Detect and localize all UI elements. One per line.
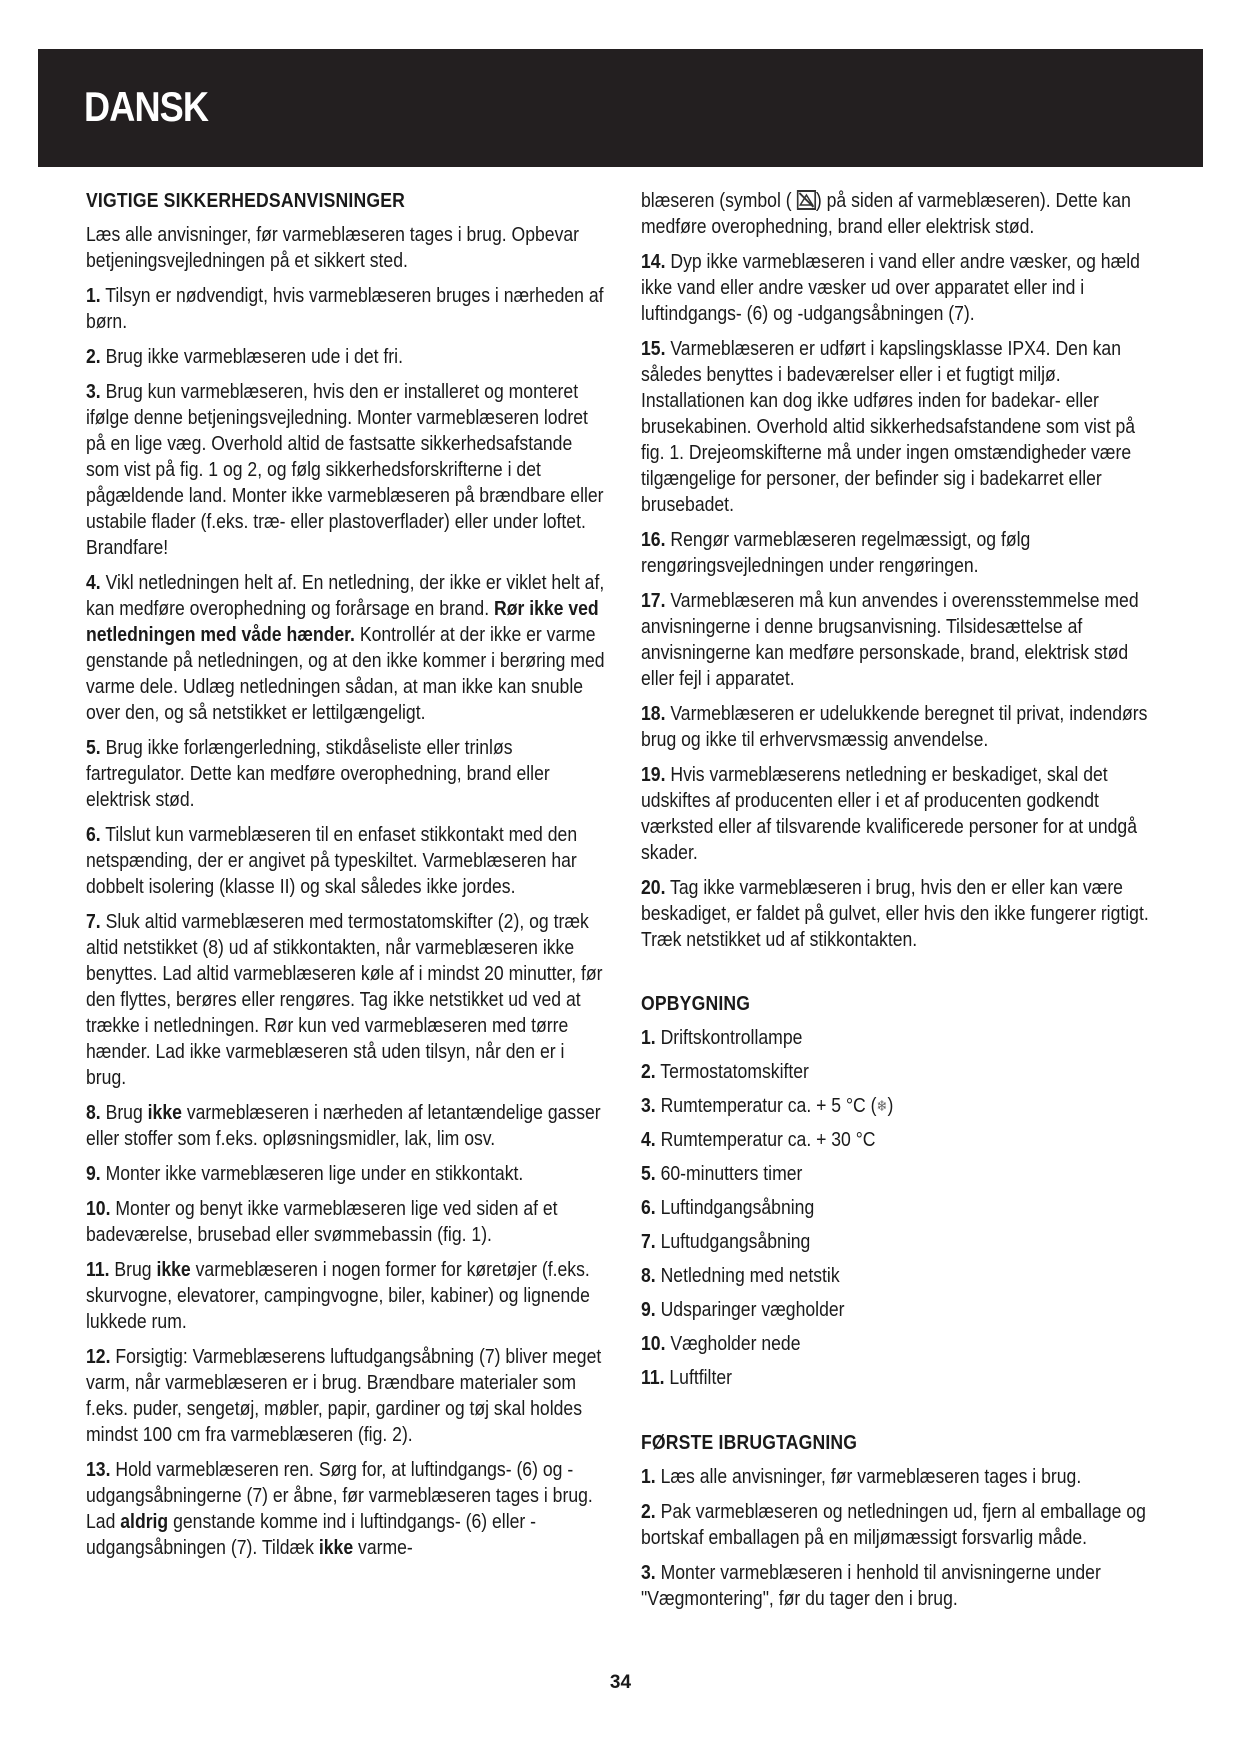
- safety-intro: Læs alle anvisninger, før varmeblæseren tages i brug. Opbevar betjeningsvejledningen på et sikkert sted.: [86, 224, 580, 272]
- list-item: 3. Rumtemperatur ca. + 5 °C (❄): [641, 1093, 1161, 1120]
- list-item: 7. Luftudgangsåbning: [641, 1231, 811, 1253]
- safety-item-13: 13. Hold varmeblæseren ren. Sørg for, at luftindgangs- (6) og -udgangsåbningerne (7) er åbne, før varmeblæseren tages i brug. Lad aldrig genstande komme ind i luftindgangs- (6) eller -udgangsåbningen (7). Tildæk ikke varme-: [86, 1459, 593, 1559]
- list-item: 2. Termostatomskifter: [641, 1061, 809, 1083]
- language-banner: [38, 49, 1203, 167]
- safety-item-4: 4. Vikl netledningen helt af. En netledning, der ikke er viklet helt af, kan medføre overophedning og forårsage en brand. Rør ikke ved netledningen med våde hænder. Kontrollér at der ikke er varme genstande på netledningen, og at den ikke kommer i berøring med varme dele. Udlæg netledningen sådan, at man ikke kan snuble over den, og så netstikket er lettilgængeligt.: [86, 572, 605, 724]
- safety-item-10: 10. Monter og benyt ikke varmeblæseren lige ved siden af et badeværelse, brusebad eller svømmebassin (fig. 1).: [86, 1198, 558, 1246]
- safety-item-9: 9. Monter ikke varmeblæseren lige under en stikkontakt.: [86, 1163, 524, 1185]
- list-item: 1. Driftskontrollampe: [641, 1027, 803, 1049]
- list-item: 8. Netledning med netstik: [641, 1265, 840, 1287]
- construction-list: [641, 1025, 1161, 1392]
- list-item: 4. Rumtemperatur ca. + 30 °C: [641, 1129, 876, 1151]
- safety-item-13-continued: blæseren (symbol ( ) på siden af varmeblæseren). Dette kan medføre overophedning, brand eller elektrisk stød.: [641, 190, 1131, 238]
- safety-item-2: 2. Brug ikke varmeblæseren ude i det fri.: [86, 346, 403, 368]
- do-not-cover-icon: [797, 190, 816, 210]
- safety-item-20: 20. Tag ikke varmeblæseren i brug, hvis den er eller kan være beskadiget, er faldet på gulvet, eller hvis den ikke fungerer rigtigt. Træk netstikket ud af stikkontakten.: [641, 877, 1149, 951]
- safety-item-11: 11. Brug ikke varmeblæseren i nogen former for køretøjer (f.eks. skurvogne, elevatorer, campingvogne, biler, kabiner) og lignende lukkede rum.: [86, 1259, 590, 1333]
- construction-heading: OPBYGNING: [641, 993, 751, 1015]
- safety-item-6: 6. Tilslut kun varmeblæseren til en enfaset stikkontakt med den netspænding, der er angivet på typeskiltet. Varmeblæseren har dobbelt isolering (klasse II) og skal således ikke jordes.: [86, 824, 578, 898]
- safety-item-16: 16. Rengør varmeblæseren regelmæssigt, og følg rengøringsvejledningen under rengøringen.: [641, 529, 1031, 577]
- safety-item-18: 18. Varmeblæseren er udelukkende beregnet til privat, indendørs brug og ikke til erhvervsmæssig anvendelse.: [641, 703, 1148, 751]
- safety-item-17: 17. Varmeblæseren må kun anvendes i overensstemmelse med anvisningerne i denne brugsanvisning. Tilsidesættelse af anvisningerne kan medføre personskade, brand, elektrisk stød eller fejl i apparatet.: [641, 590, 1139, 690]
- list-item: 5. 60-minutters timer: [641, 1163, 803, 1185]
- safety-item-14: 14. Dyp ikke varmeblæseren i vand eller andre væsker, og hæld ikke vand eller andre væsker ud over apparatet eller ind i luftindgangs- (6) og -udgangsåbningen (7).: [641, 251, 1140, 325]
- safety-item-1: 1. Tilsyn er nødvendigt, hvis varmeblæseren bruges i nærheden af børn.: [86, 285, 604, 333]
- language-title: DANSK: [84, 83, 209, 130]
- safety-item-12: 12. Forsigtig: Varmeblæserens luftudgangsåbning (7) bliver meget varm, når varmeblæseren er i brug. Brændbare materialer som f.eks. puder, sengetøj, møbler, papir, gardiner og tøj skal holdes mindst 100 cm fra varmeblæseren (fig. 2).: [86, 1346, 602, 1446]
- safety-heading: VIGTIGE SIKKERHEDSANVISNINGER: [86, 190, 406, 212]
- safety-item-19: 19. Hvis varmeblæserens netledning er beskadiget, skal det udskiftes af producenten eller i et af producenten godkendt værksted eller af tilsvarende kvalificerede personer for at undgå skader.: [641, 764, 1137, 864]
- first-use-item-1: 1. Læs alle anvisninger, før varmeblæseren tages i brug.: [641, 1466, 1082, 1488]
- first-use-heading: FØRSTE IBRUGTAGNING: [641, 1432, 858, 1454]
- safety-item-5: 5. Brug ikke forlængerledning, stikdåseliste eller trinløs fartregulator. Dette kan medføre overophedning, brand eller elektrisk stød.: [86, 737, 550, 811]
- safety-item-3: 3. Brug kun varmeblæseren, hvis den er installeret og monteret ifølge denne betjeningsvejledning. Monter varmeblæseren lodret på en lige væg. Overhold altid de fastsatte sikkerhedsafstande som vist på fig. 1 og 2, og følg sikkerhedsforskrifterne i det pågældende land. Monter ikke varmeblæseren på brændbare eller ustabile flader (f.eks. træ- eller plastoverflader) eller under loftet. Brandfare!: [86, 381, 604, 559]
- left-column: [86, 188, 606, 1570]
- list-item: 11. Luftfilter: [641, 1367, 733, 1389]
- list-item: 10. Vægholder nede: [641, 1333, 801, 1355]
- safety-item-8: 8. Brug ikke varmeblæseren i nærheden af letantændelige gasser eller stoffer som f.eks. opløsningsmidler, lak, lim osv.: [86, 1102, 601, 1150]
- snowflake-icon: ❄: [876, 1098, 888, 1115]
- list-item: 9. Udsparinger vægholder: [641, 1299, 845, 1321]
- page-number: 34: [609, 1672, 632, 1693]
- first-use-item-2: 2. Pak varmeblæseren og netledningen ud, fjern al emballage og bortskaf emballagen på en miljømæssigt forsvarlig måde.: [641, 1501, 1146, 1549]
- first-use-item-3: 3. Monter varmeblæseren i henhold til anvisningerne under "Vægmontering", før du tager den i brug.: [641, 1562, 1101, 1610]
- safety-item-7: 7. Sluk altid varmeblæseren med termostatomskifter (2), og træk altid netstikket (8) ud af stikkontakten, når varmeblæseren ikke benyttes. Lad altid varmeblæseren køle af i mindst 20 minutter, før den flyttes, berøres eller rengøres. Tag ikke netstikket ud ved at trække i netledningen. Rør kun ved varmeblæseren med tørre hænder. Lad ikke varmeblæseren stå uden tilsyn, når den er i brug.: [86, 911, 603, 1089]
- list-item: 6. Luftindgangsåbning: [641, 1197, 815, 1219]
- safety-item-15: 15. Varmeblæseren er udført i kapslingsklasse IPX4. Den kan således benyttes i badeværelser eller i et fugtigt miljø. Installationen kan dog ikke udføres inden for badekar- eller brusekabinen. Overhold altid sikkerhedsafstandene som vist på fig. 1. Drejeomskifterne må under ingen omstændigheder være tilgængelige for personer, der befinder sig i badekarret eller brusebadet.: [641, 338, 1136, 516]
- right-column: [641, 188, 1161, 1621]
